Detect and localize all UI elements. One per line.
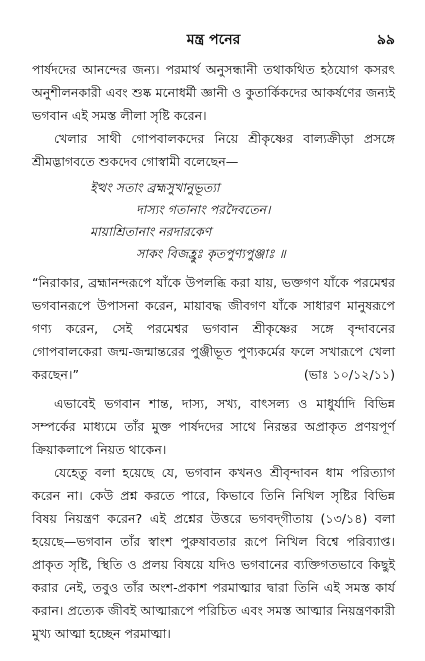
- verse-line: মায়াশ্রিতানাং নরদারকেণ: [90, 224, 212, 239]
- paragraph-3: এভাবেই ভগবান শান্ত, দাস্য, সখ্য, বাৎসল্য ও মাধুর্যাদি বিভিন্ন সম্পর্কের মাধ্যমে তাঁর মুক্ত পার্ষদদের সাথে নিরন্তর অপ্রাকৃত প্রণয়পূর্ণ ক্রিয়াকলাপে নিয়ত থাকেন।: [32, 396, 395, 457]
- running-title: মন্ত্র পনের: [186, 32, 241, 48]
- page-header: [32, 0, 395, 58]
- translation-text: “নিরাকার, ব্রহ্মানন্দরূপে যাঁকে উপলব্ধি করা যায়, ভক্তগণ যাঁকে পরমেশ্বর ভগবানরূপে উপাসনা করেন, মায়াবদ্ধ জীবগণ যাঁকে সাধারণ মানুষরূপে গণ্য করেন, সেই পরমেশ্বর ভগবান শ্রীকৃষ্ণের সঙ্গে বৃন্দাবনের গোপবালকেরা জন্ম-জন্মান্তরের পুঞ্জীভূত পুণ্যকর্মের ফলে সখারূপে খেলা করছেন।”: [32, 275, 395, 382]
- paragraph-1: পার্ষদদের আনন্দের জন্য। পরমার্থ অনুসন্ধানী তথাকথিত হঠযোগ কসরৎ অনুশীলনকারী এবং শুষ্ক মনোধর্মী জ্ঞানী ও কুতার্কিকদের আকর্ষণের জন্যই ভগবান এই সমস্ত লীলা সৃষ্টি করেন।: [32, 62, 395, 123]
- sanskrit-verse: [32, 177, 395, 265]
- verse-line: দাস্যং গতানাং পরদৈবতেন।: [136, 202, 271, 217]
- paragraph-2: খেলার সাথী গোপবালকদের নিয়ে শ্রীকৃষ্ণের বাল্যক্রীড়া প্রসঙ্গে শ্রীমদ্ভাগবতে শুকদেব গোস্বামী বলেছেন—: [32, 131, 395, 169]
- verse-translation: [32, 271, 395, 386]
- verse-reference: (ভাঃ ১০/১২/১১): [303, 367, 395, 382]
- verse-line: ইত্থং সতাং ব্রহ্মসুখানুভূত্যা: [90, 180, 220, 195]
- paragraph-4: যেহেতু বলা হয়েছে যে, ভগবান কখনও শ্রীবৃন্দাবন ধাম পরিত্যাগ করেন না। কেউ প্রশ্ন করতে পারে, কিভাবে তিনি নিখিল সৃষ্টির বিভিন্ন বিষয় নিয়ন্ত্রণ করেন? এই প্রশ্নের উত্তরে ভগবদ্‌গীতায় (১৩/১৪) বলা হয়েছে—ভগবান তাঁর স্বাংশ পুরুষাবতার রূপে নিখিল বিশ্বে পরিব্যাপ্ত। প্রাকৃত সৃষ্টি, স্থিতি ও প্রলয় বিষয়ে যদিও ভগবানের ব্যক্তিগতভাবে কিছুই করার নেই, তবুও তাঁর অংশ-প্রকাশ পরমাত্মার দ্বারা তিনি এই সমস্ত কার্য করান। প্রত্যেক জীবই আত্মারূপে পরিচিত এবং সমস্ত আত্মার নিয়ন্ত্রণকারী মুখ্য আত্মা হচ্ছেন পরমাত্মা।: [32, 465, 395, 641]
- verse-line: সাকং বিজহ্রুঃ কৃতপুণ্যপুঞ্জাঃ ॥: [136, 246, 286, 261]
- page-number: ৯৯: [376, 32, 395, 48]
